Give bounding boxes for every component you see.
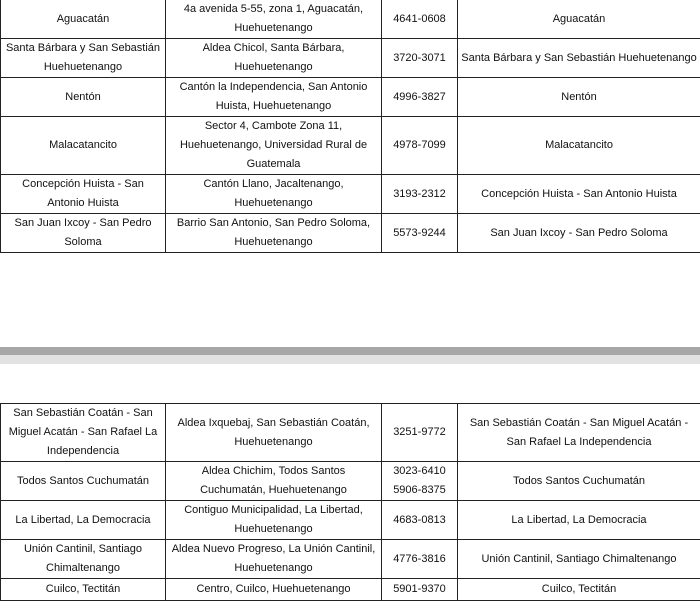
phone-cell <box>382 462 458 501</box>
address-cell: Sector 4, Cambote Zona 11, Huehuetenango, Universidad Rural de Guatemala <box>166 117 382 175</box>
phone-number: 3023-6410 <box>384 462 455 481</box>
table-row <box>1 579 700 601</box>
coverage-cell: Aguacatán <box>458 0 700 39</box>
address-cell: Contiguo Municipalidad, La Libertad, Huehuetenango <box>166 501 382 540</box>
coverage-cell: Unión Cantinil, Santiago Chimaltenango <box>458 540 700 579</box>
address-cell: Barrio San Antonio, San Pedro Soloma, Huehuetenango <box>166 214 382 253</box>
coverage-cell: Concepción Huista - San Antonio Huista <box>458 175 700 214</box>
municipio-cell: Malacatancito <box>1 117 166 175</box>
page-break-band-light <box>0 355 700 364</box>
coverage-cell: Nentón <box>458 78 700 117</box>
municipio-cell: Unión Cantinil, Santiago Chimaltenango <box>1 540 166 579</box>
phone-cell <box>382 214 458 253</box>
offices-table-bottom <box>0 403 700 601</box>
phone-cell <box>382 0 458 39</box>
address-cell: Centro, Cuilco, Huehuetenango <box>166 579 382 601</box>
phone-number: 4683-0813 <box>384 511 455 530</box>
coverage-cell: Santa Bárbara y San Sebastián Huehuetenango <box>458 39 700 78</box>
municipio-cell: Aguacatán <box>1 0 166 39</box>
address-cell: Aldea Chichim, Todos Santos Cuchumatán, Huehuetenango <box>166 462 382 501</box>
municipio-cell: La Libertad, La Democracia <box>1 501 166 540</box>
table-row <box>1 117 700 175</box>
phone-number: 3193-2312 <box>384 185 455 204</box>
municipio-cell: Todos Santos Cuchumatán <box>1 462 166 501</box>
phone-number: 5901-9370 <box>384 580 455 599</box>
phone-number: 4641-0608 <box>384 10 455 29</box>
table-row <box>1 404 700 462</box>
phone-cell <box>382 501 458 540</box>
phone-number: 5906-8375 <box>384 481 455 500</box>
address-cell: Aldea Nuevo Progreso, La Unión Cantinil, Huehuetenango <box>166 540 382 579</box>
table-row <box>1 501 700 540</box>
table-row <box>1 214 700 253</box>
phone-cell <box>382 175 458 214</box>
municipio-cell: Santa Bárbara y San Sebastián Huehuetenango <box>1 39 166 78</box>
phone-number: 4776-3816 <box>384 550 455 569</box>
phone-number: 4978-7099 <box>384 136 455 155</box>
municipio-cell: Nentón <box>1 78 166 117</box>
offices-table-top <box>0 0 700 253</box>
address-cell: Aldea Chicol, Santa Bárbara, Huehuetenango <box>166 39 382 78</box>
phone-cell <box>382 78 458 117</box>
phone-cell <box>382 117 458 175</box>
coverage-cell: San Juan Ixcoy - San Pedro Soloma <box>458 214 700 253</box>
municipio-cell: Cuilco, Tectitán <box>1 579 166 601</box>
phone-cell <box>382 540 458 579</box>
coverage-cell: Cuilco, Tectitán <box>458 579 700 601</box>
municipio-cell: Concepción Huista - San Antonio Huista <box>1 175 166 214</box>
table-row <box>1 175 700 214</box>
page-break-band <box>0 347 700 355</box>
table-row <box>1 462 700 501</box>
phone-cell <box>382 579 458 601</box>
table-row <box>1 0 700 39</box>
table-row <box>1 39 700 78</box>
coverage-cell: Todos Santos Cuchumatán <box>458 462 700 501</box>
phone-number: 4996-3827 <box>384 88 455 107</box>
phone-number: 3720-3071 <box>384 49 455 68</box>
address-cell: Cantón la Independencia, San Antonio Huista, Huehuetenango <box>166 78 382 117</box>
address-cell: 4a avenida 5-55, zona 1, Aguacatán, Huehuetenango <box>166 0 382 39</box>
address-cell: Aldea Ixquebaj, San Sebastián Coatán, Huehuetenango <box>166 404 382 462</box>
coverage-cell: Malacatancito <box>458 117 700 175</box>
table-row <box>1 540 700 579</box>
coverage-cell: La Libertad, La Democracia <box>458 501 700 540</box>
table-row <box>1 78 700 117</box>
municipio-cell: San Sebastián Coatán - San Miguel Acatán - San Rafael La Independencia <box>1 404 166 462</box>
address-cell: Cantón Llano, Jacaltenango, Huehuetenango <box>166 175 382 214</box>
municipio-cell: San Juan Ixcoy - San Pedro Soloma <box>1 214 166 253</box>
phone-cell <box>382 39 458 78</box>
coverage-cell: San Sebastián Coatán - San Miguel Acatán - San Rafael La Independencia <box>458 404 700 462</box>
phone-cell <box>382 404 458 462</box>
phone-number: 5573-9244 <box>384 224 455 243</box>
phone-number: 3251-9772 <box>384 423 455 442</box>
